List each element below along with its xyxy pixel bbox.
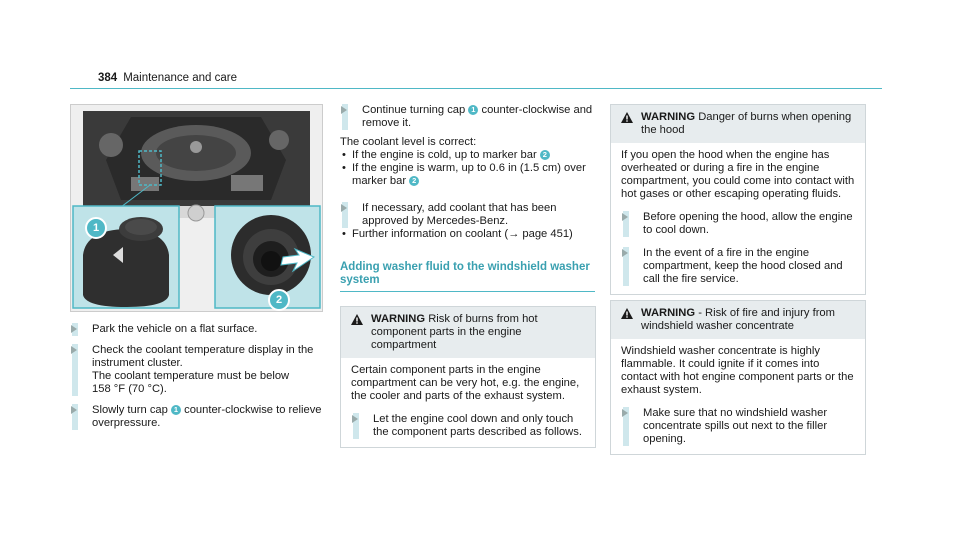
- warning-icon: [351, 314, 363, 325]
- warning-header: WARNING - Risk of fire and injury from windshield washer concentrate: [611, 301, 865, 339]
- warning-box-washer-fluid: [610, 300, 866, 455]
- column-1: [70, 323, 325, 430]
- callout-1: 1: [85, 217, 107, 239]
- warning-body: Certain component parts in the engine compartment can be very hot, e.g. the engine, the cooler and parts of the exhaust system. Let the engine cool down and only touch the component parts described as follows.: [341, 358, 595, 447]
- arrow-icon: [352, 415, 358, 423]
- arrow-icon: [622, 409, 628, 417]
- arrow-icon: [71, 346, 77, 354]
- warning-step: Let the engine cool down and only touch the component parts described as follows.: [351, 413, 585, 439]
- header-rule: [70, 88, 882, 89]
- callout-2: 2: [268, 289, 290, 311]
- warning-icon: [621, 308, 633, 319]
- coolant-level-intro: The coolant level is correct:: [340, 136, 477, 148]
- warning-box-hood: [610, 104, 866, 295]
- bullet-cold: • If the engine is cold, up to marker bar 2: [340, 149, 595, 162]
- column-2: [340, 104, 595, 292]
- arrow-icon: [341, 204, 347, 212]
- warning-body: Windshield washer concentrate is highly flammable. It could ignite if it comes into contact with hot engine component parts or the exhaust system. Make sure that no windshield washer concentrate spills out next to the filler opening.: [621, 345, 854, 445]
- callout-badge-2: 2: [409, 176, 419, 186]
- warning-header: WARNING Risk of burns from hot component parts in the engine compartment: [341, 307, 595, 358]
- page-number: 384: [98, 72, 118, 84]
- step-add-coolant: If necessary, add coolant that has been approved by Mercedes-Benz.: [340, 202, 595, 228]
- warning-step-cool: Before opening the hood, allow the engine to cool down.: [621, 211, 855, 237]
- step-remove-cap: Continue turning cap 1 counter-clockwise and remove it.: [340, 104, 595, 130]
- warning-icon: [621, 112, 633, 123]
- section-rule: [340, 291, 595, 292]
- warning-box-hot-parts: [340, 306, 596, 448]
- callout-badge-2: 2: [540, 150, 550, 160]
- arrow-icon: [71, 406, 77, 414]
- warning-step-spill: Make sure that no windshield washer concentrate spills out next to the filler opening.: [621, 407, 855, 446]
- warning-body: If you open the hood when the engine has overheated or during a fire in the engine compartment, you could come into contact with hot gases or other escaping operating fluids. Before opening the hood, allow the engine to cool down. In the event of a fire in the engine compartment, keep the hood closed and call the fire service.: [621, 149, 855, 285]
- callout-badge-1: 1: [171, 405, 181, 415]
- warning-step-fire: In the event of a fire in the engine compartment, keep the hood closed and call the fire service.: [621, 247, 855, 286]
- step-check-temperature: Check the coolant temperature display in the instrument cluster. The coolant temperature must be below 158 °F (70 °C).: [70, 344, 325, 396]
- callout-badge-1: 1: [468, 105, 478, 115]
- section-heading: Adding washer fluid to the windshield washer system: [340, 261, 590, 286]
- page-header: [98, 72, 237, 84]
- arrow-icon: [622, 213, 628, 221]
- arrow-icon: [71, 325, 77, 333]
- step-turn-cap: Slowly turn cap 1 counter-clockwise to relieve overpressure.: [70, 404, 325, 430]
- warning-header: WARNING Danger of burns when opening the hood: [611, 105, 865, 143]
- engine-illustration: [70, 104, 323, 312]
- arrow-icon: [622, 249, 628, 257]
- arrow-icon: [341, 106, 347, 114]
- bullet-warm: • If the engine is warm, up to 0.6 in (1.5 cm) over marker bar 2: [340, 162, 595, 188]
- section-title: Maintenance and care: [123, 72, 237, 84]
- step-park: Park the vehicle on a flat surface.: [70, 323, 325, 336]
- bullet-further-info[interactable]: • Further information on coolant (→ page 451): [340, 228, 595, 241]
- engine-compartment-drawing: [71, 105, 322, 311]
